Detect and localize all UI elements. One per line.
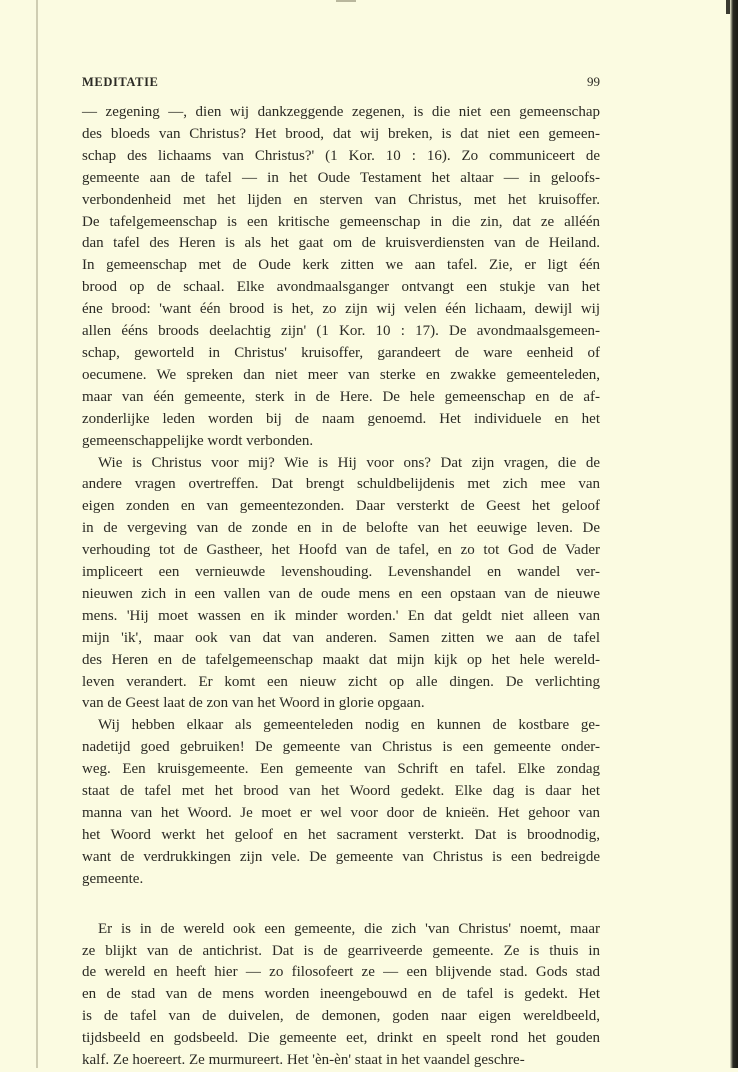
paragraph-3-line: manna van het Woord. Je moet er wel voor door de knieën. Het gehoor van [82,805,600,821]
paragraph-1-line: oecumene. We spreken dan niet meer van sterke en zwakke gemeenteleden, [82,366,600,383]
paragraph-3-line: want de verdrukkingen zijn vele. De gemeente van Christus is een bedreigde [82,848,600,865]
paragraph-4-line: ze blijkt van de antichrist. Dat is de gearriveerde gemeente. Ze is thuis in [82,942,600,959]
page-gutter-line [36,0,38,1068]
paragraph-4-line: en de stad van de mens worden ineengebouwd en de tafel is gedekt. Het [82,986,600,1003]
running-head [82,74,600,96]
paragraph-2-line: Wie is Christus voor mij? Wie is Hij voor ons? Dat zijn vragen, die de [98,454,600,471]
body-text [82,102,600,1072]
paragraph-1-line: maar van één gemeente, sterk in de Here. De hele gemeenschap en de af- [82,388,600,405]
paragraph-1-line: In gemeenschap met de Oude kerk zitten we aan tafel. Zie, er ligt één [82,257,600,274]
paragraph-4-line: de wereld en heeft hier — zo filosofeert ze — een blijvende stad. Gods stad [82,964,600,981]
paragraph-2-line: leven verandert. Er komt een nieuw zicht op alle dingen. De verlichting [82,673,600,690]
paragraph-1-line: schap des lichaams van Christus?' (1 Kor. 10 : 16). Zo communiceert de [82,147,600,164]
paragraph-2-line: eigen zonden en van gemeentezonden. Daar versterkt de Geest het geloof [82,498,600,515]
paragraph-2-line: des Heren en de tafelgemeenschap maakt dat mijn kijk op het hele wereld- [82,651,600,668]
paragraph-4-line: tijdsbeeld en godsbeeld. Die gemeente eet, drinkt en speelt rond het gouden [82,1030,600,1047]
paragraph-3-line: Wij hebben elkaar als gemeenteleden nodig en kunnen de kostbare ge- [98,717,600,734]
paragraph-1-line: schap, geworteld in Christus' kruisoffer, garandeert de ware eenheid of [82,344,600,361]
paragraph-1-line: dan tafel des Heren is als het gaat om de kruisverdiensten van de Heiland. [82,235,600,252]
page-right-edge-notch [726,0,730,14]
running-head-title: MEDITATIE [82,75,159,89]
paragraph-1-line: gemeente aan de tafel — in het Oude Testament het altaar — in geloofs- [82,169,600,186]
paragraph-2-line: van de Geest laat de zon van het Woord in glorie opgaan. [82,695,425,712]
top-scan-mark [336,0,356,2]
paragraph-1-line: gemeenschappelijke wordt verbonden. [82,432,314,449]
paragraph-2-line: nieuwen zich in een vallen van de oude mens en een opstaan van de nieuwe [82,585,600,602]
paragraph-2-line: mens. 'Hij moet wassen en ik minder worden.' En dat geldt niet alleen van [82,607,600,624]
paragraph-1-line: — zegening —, dien wij dankzeggende zegenen, is die niet een gemeenschap [82,104,600,120]
paragraph-1-line: verbondenheid met het lijden en sterven van Christus, met het kruisoffer. [82,191,600,208]
paragraph-2-line: verhouding tot de Gastheer, het Hoofd van de tafel, en zo tot God de Vader [82,542,600,559]
paragraph-1-line: allen ééns broods deelachtig zijn' (1 Kor. 10 : 17). De avondmaalsgemeen- [82,323,600,340]
paragraph-3-line: staat de tafel met het brood van het Woord gedekt. Elke dag is daar het [82,783,600,800]
paragraph-2-line: andere vragen overtreffen. Dat brengt schuldbelijdenis met zich mee van [82,476,600,493]
section-break [82,891,600,919]
paragraph-1-line: zonderlijke leden worden bij de naam genoemd. Het individuele en het [82,410,600,427]
paragraph-1-line: des bloeds van Christus? Het brood, dat wij breken, is dat niet een gemeen- [82,125,600,142]
paragraph-1-line: éne brood: 'want één brood is het, zo zijn wij velen één lichaam, dewijl wij [82,301,600,318]
paragraph-2-line: in de vergeving van de zonde en in de belofte van het eeuwige leven. De [82,520,600,537]
page-number: 99 [587,74,600,89]
paragraph-4-line: kalf. Ze hoereert. Ze murmureert. Het 'èn-èn' staat in het vaandel geschre- [82,1052,525,1069]
paragraph-3-line: weg. Een kruisgemeente. Een gemeente van Schrift en tafel. Elke zondag [82,761,600,778]
book-page [82,74,600,1072]
paragraph-1-line: brood op de schaal. Elke avondmaalsganger ontvangt een stukje van het [82,279,600,296]
paragraph-3-line: het Woord werkt het geloof en het sacrament versterkt. Dat is broodnodig, [82,826,600,843]
paragraph-3-line: nadetijd goed gebruiken! De gemeente van Christus is een gemeente onder- [82,739,600,756]
paragraph-2-line: impliceert een vernieuwde levenshouding. Levenshandel en wandel ver- [82,564,600,581]
paragraph-4-line: is de tafel van de duivelen, de demonen, goden naar eigen wereldbeeld, [82,1008,600,1025]
page-right-edge [730,0,738,1068]
paragraph-2-line: mijn 'ik', maar ook van dat van anderen. Samen zitten we aan de tafel [82,629,600,646]
paragraph-4-line: Er is in de wereld ook een gemeente, die zich 'van Christus' noemt, maar [98,920,600,937]
paragraph-3-line: gemeente. [82,870,144,887]
paragraph-1-line: De tafelgemeenschap is een kritische gemeenschap in die zin, dat ze alléén [82,213,600,230]
